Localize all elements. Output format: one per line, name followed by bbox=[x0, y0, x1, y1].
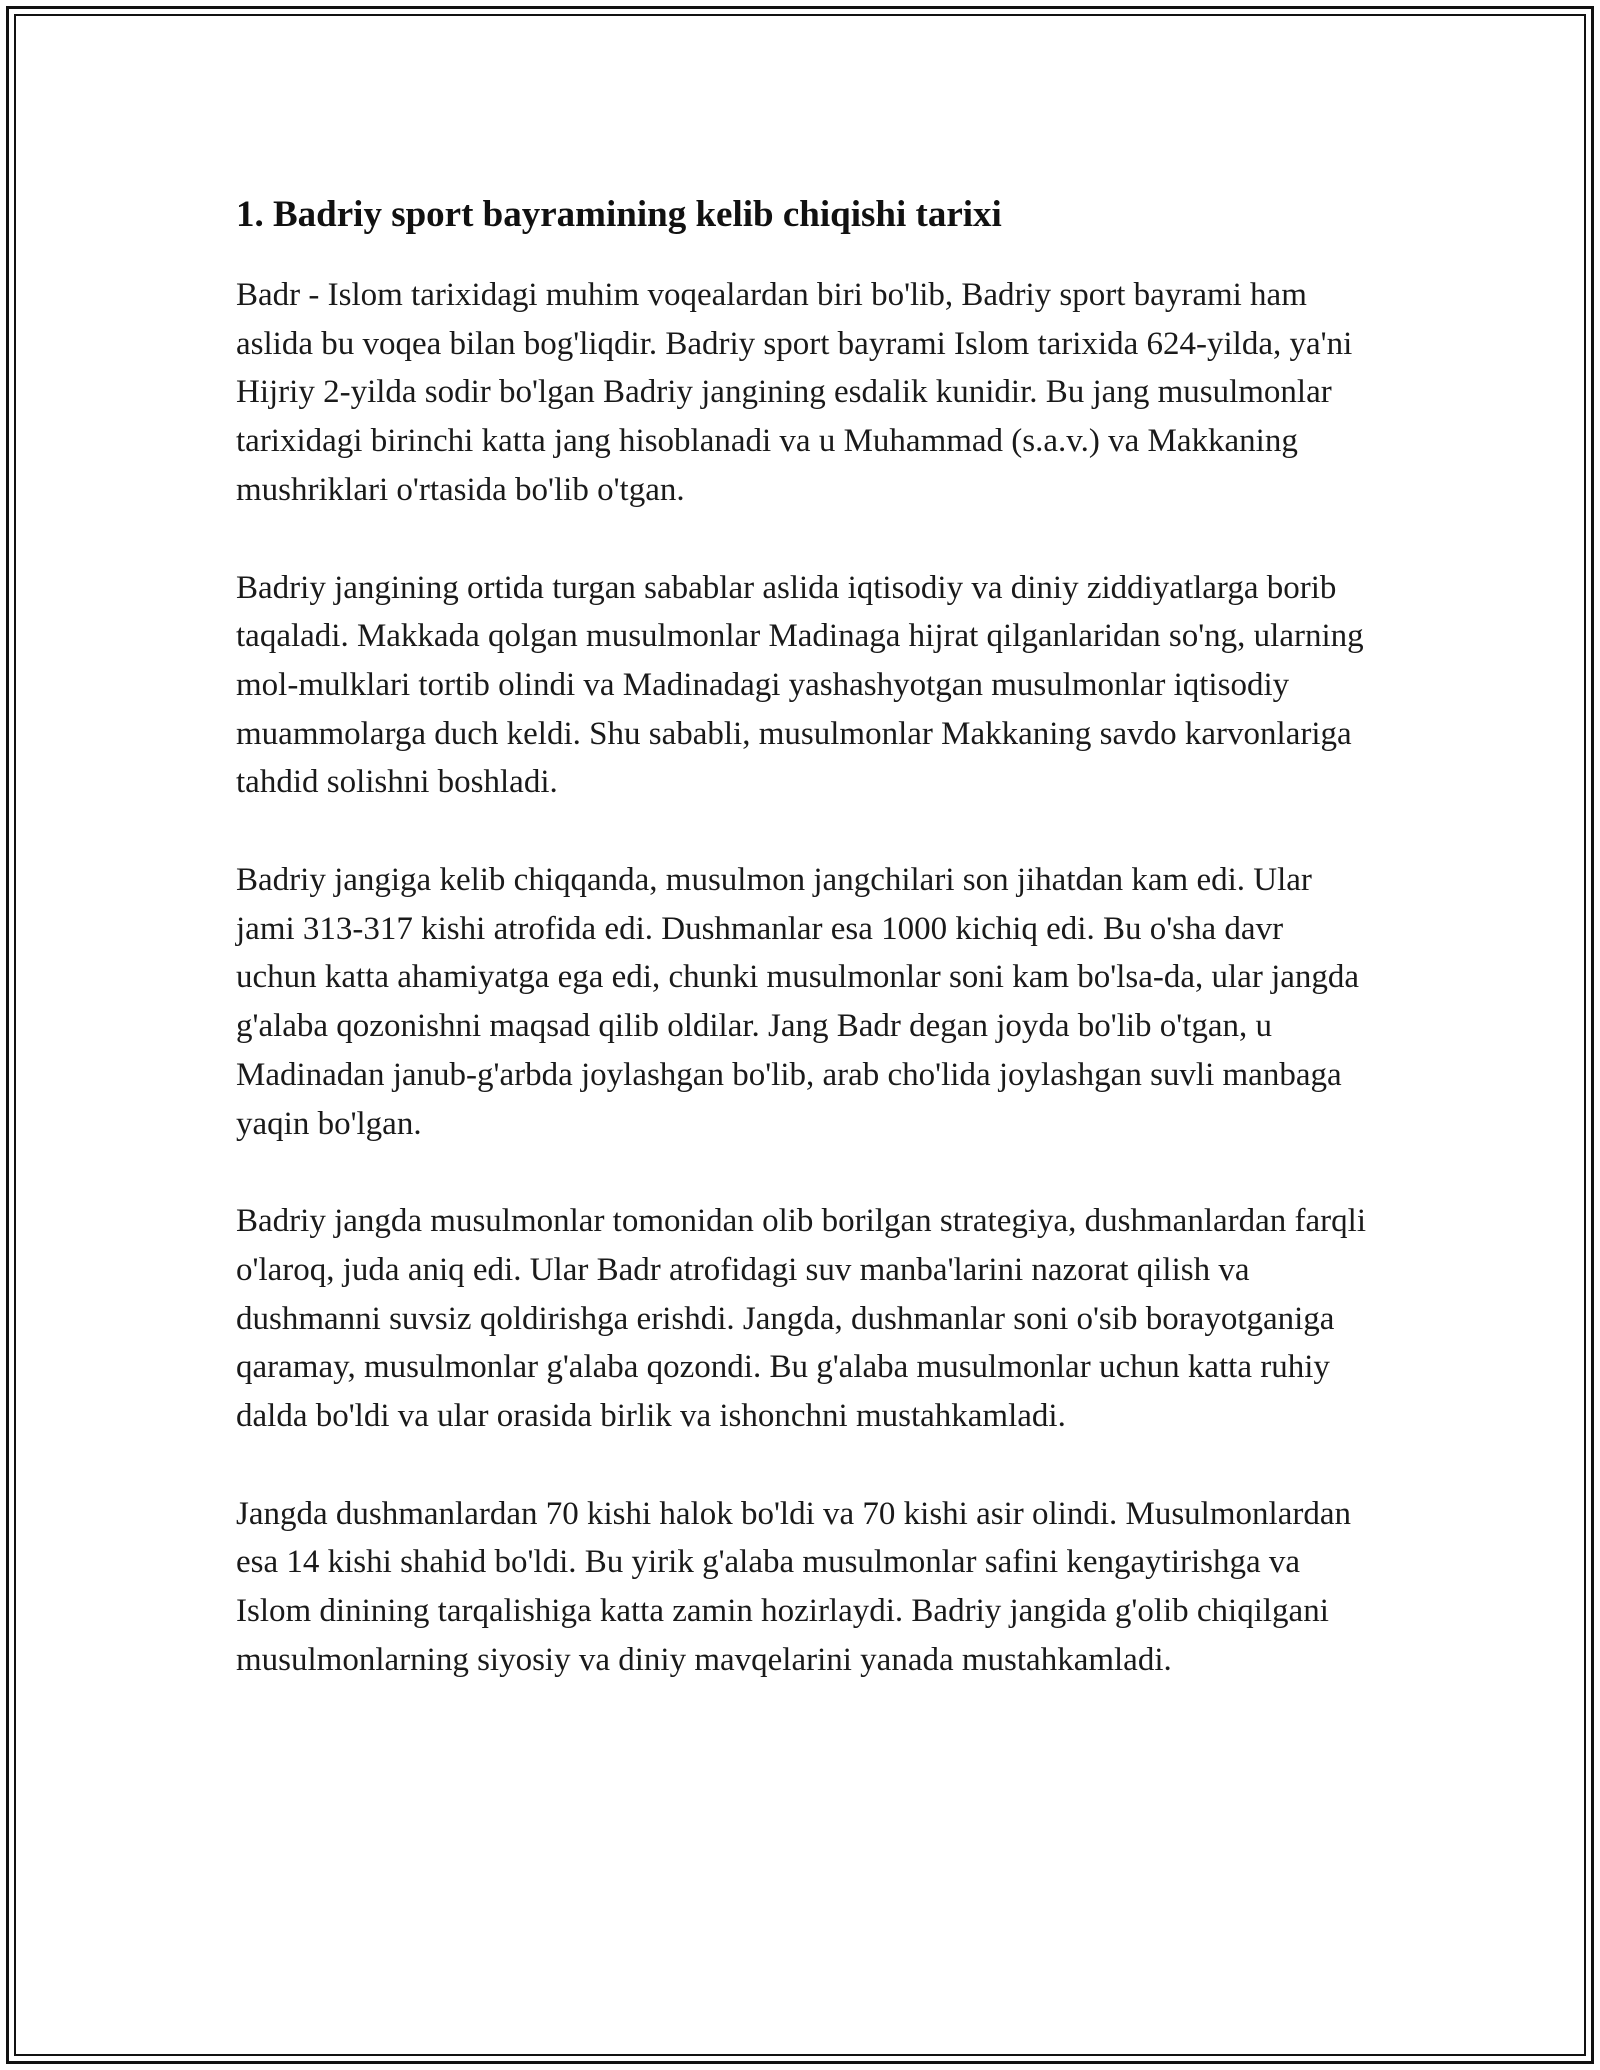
paragraph-5: Jangda dushmanlardan 70 kishi halok bo'ldi va 70 kishi asir olindi. Musulmonlardan esa 14 kishi shahid bo'ldi. Bu yirik g'alaba musulmonlar safini kengaytirishga va Islom dinining tarqalishiga katta zamin hozirlaydi. Badriy jangida g'olib chiqilgani musulmonlarning siyosiy va diniy mavqelarini yanada mustahkamladi. bbox=[236, 1495, 1351, 1678]
paragraph-2: Badriy jangining ortida turgan sabablar aslida iqtisodiy va diniy ziddiyatlarga borib taqaladi. Makkada qolgan musulmonlar Madinaga hijrat qilganlaridan so'ng, ularning mol-mulklari tortib olindi va Madinadagi yashashyotgan musulmonlar iqtisodiy muammolarga duch keldi. Shu sababli, musulmonlar Makkaning savdo karvonlariga tahdid solishni boshladi. bbox=[236, 569, 1364, 801]
section-heading: 1. Badriy sport bayramining kelib chiqishi tarixi bbox=[236, 194, 1002, 235]
paragraph-1: Badr - Islom tarixidagi muhim voqealardan biri bo'lib, Badriy sport bayrami ham aslida bu voqea bilan bog'liqdir. Badriy sport bayrami Islom tarixida 624-yilda, ya'ni Hijriy 2-yilda sodir bo'lgan Badriy jangining esdalik kunidir. Bu jang musulmonlar tarixidagi birinchi katta jang hisoblanadi va u Muhammad (s.a.v.) va Makkaning mushriklari o'rtasida bo'lib o'tgan. bbox=[236, 277, 1353, 508]
paragraph-4: Badriy jangda musulmonlar tomonidan olib borilgan strategiya, dushmanlardan farqli o'laroq, juda aniq edi. Ular Badr atrofidagi suv manba'larini nazorat qilish va dushmanni suvsiz qoldirishga erishdi. Jangda, dushmanlar soni o'sib borayotganiga qaramay, musulmonlar g'alaba qozondi. Bu g'alaba musulmonlar uchun katta ruhiy dalda bo'ldi va ular orasida birlik va ishonchni mustahkamladi. bbox=[236, 1203, 1366, 1435]
document-body bbox=[236, 185, 1366, 1734]
paragraph-3: Badriy jangiga kelib chiqqanda, musulmon jangchilari son jihatdan kam edi. Ular jami 313-317 kishi atrofida edi. Dushmanlar esa 1000 kichiq edi. Bu o'sha davr uchun katta ahamiyatga ega edi, chunki musulmonlar soni kam bo'lsa-da, ular jangda g'alaba qozonishni maqsad qilib oldilar. Jang Badr degan joyda bo'lib o'tgan, u Madinadan janub-g'arbda joylashgan bo'lib, arab cho'lida joylashgan suvli manbaga yaqin bo'lgan. bbox=[236, 862, 1360, 1142]
